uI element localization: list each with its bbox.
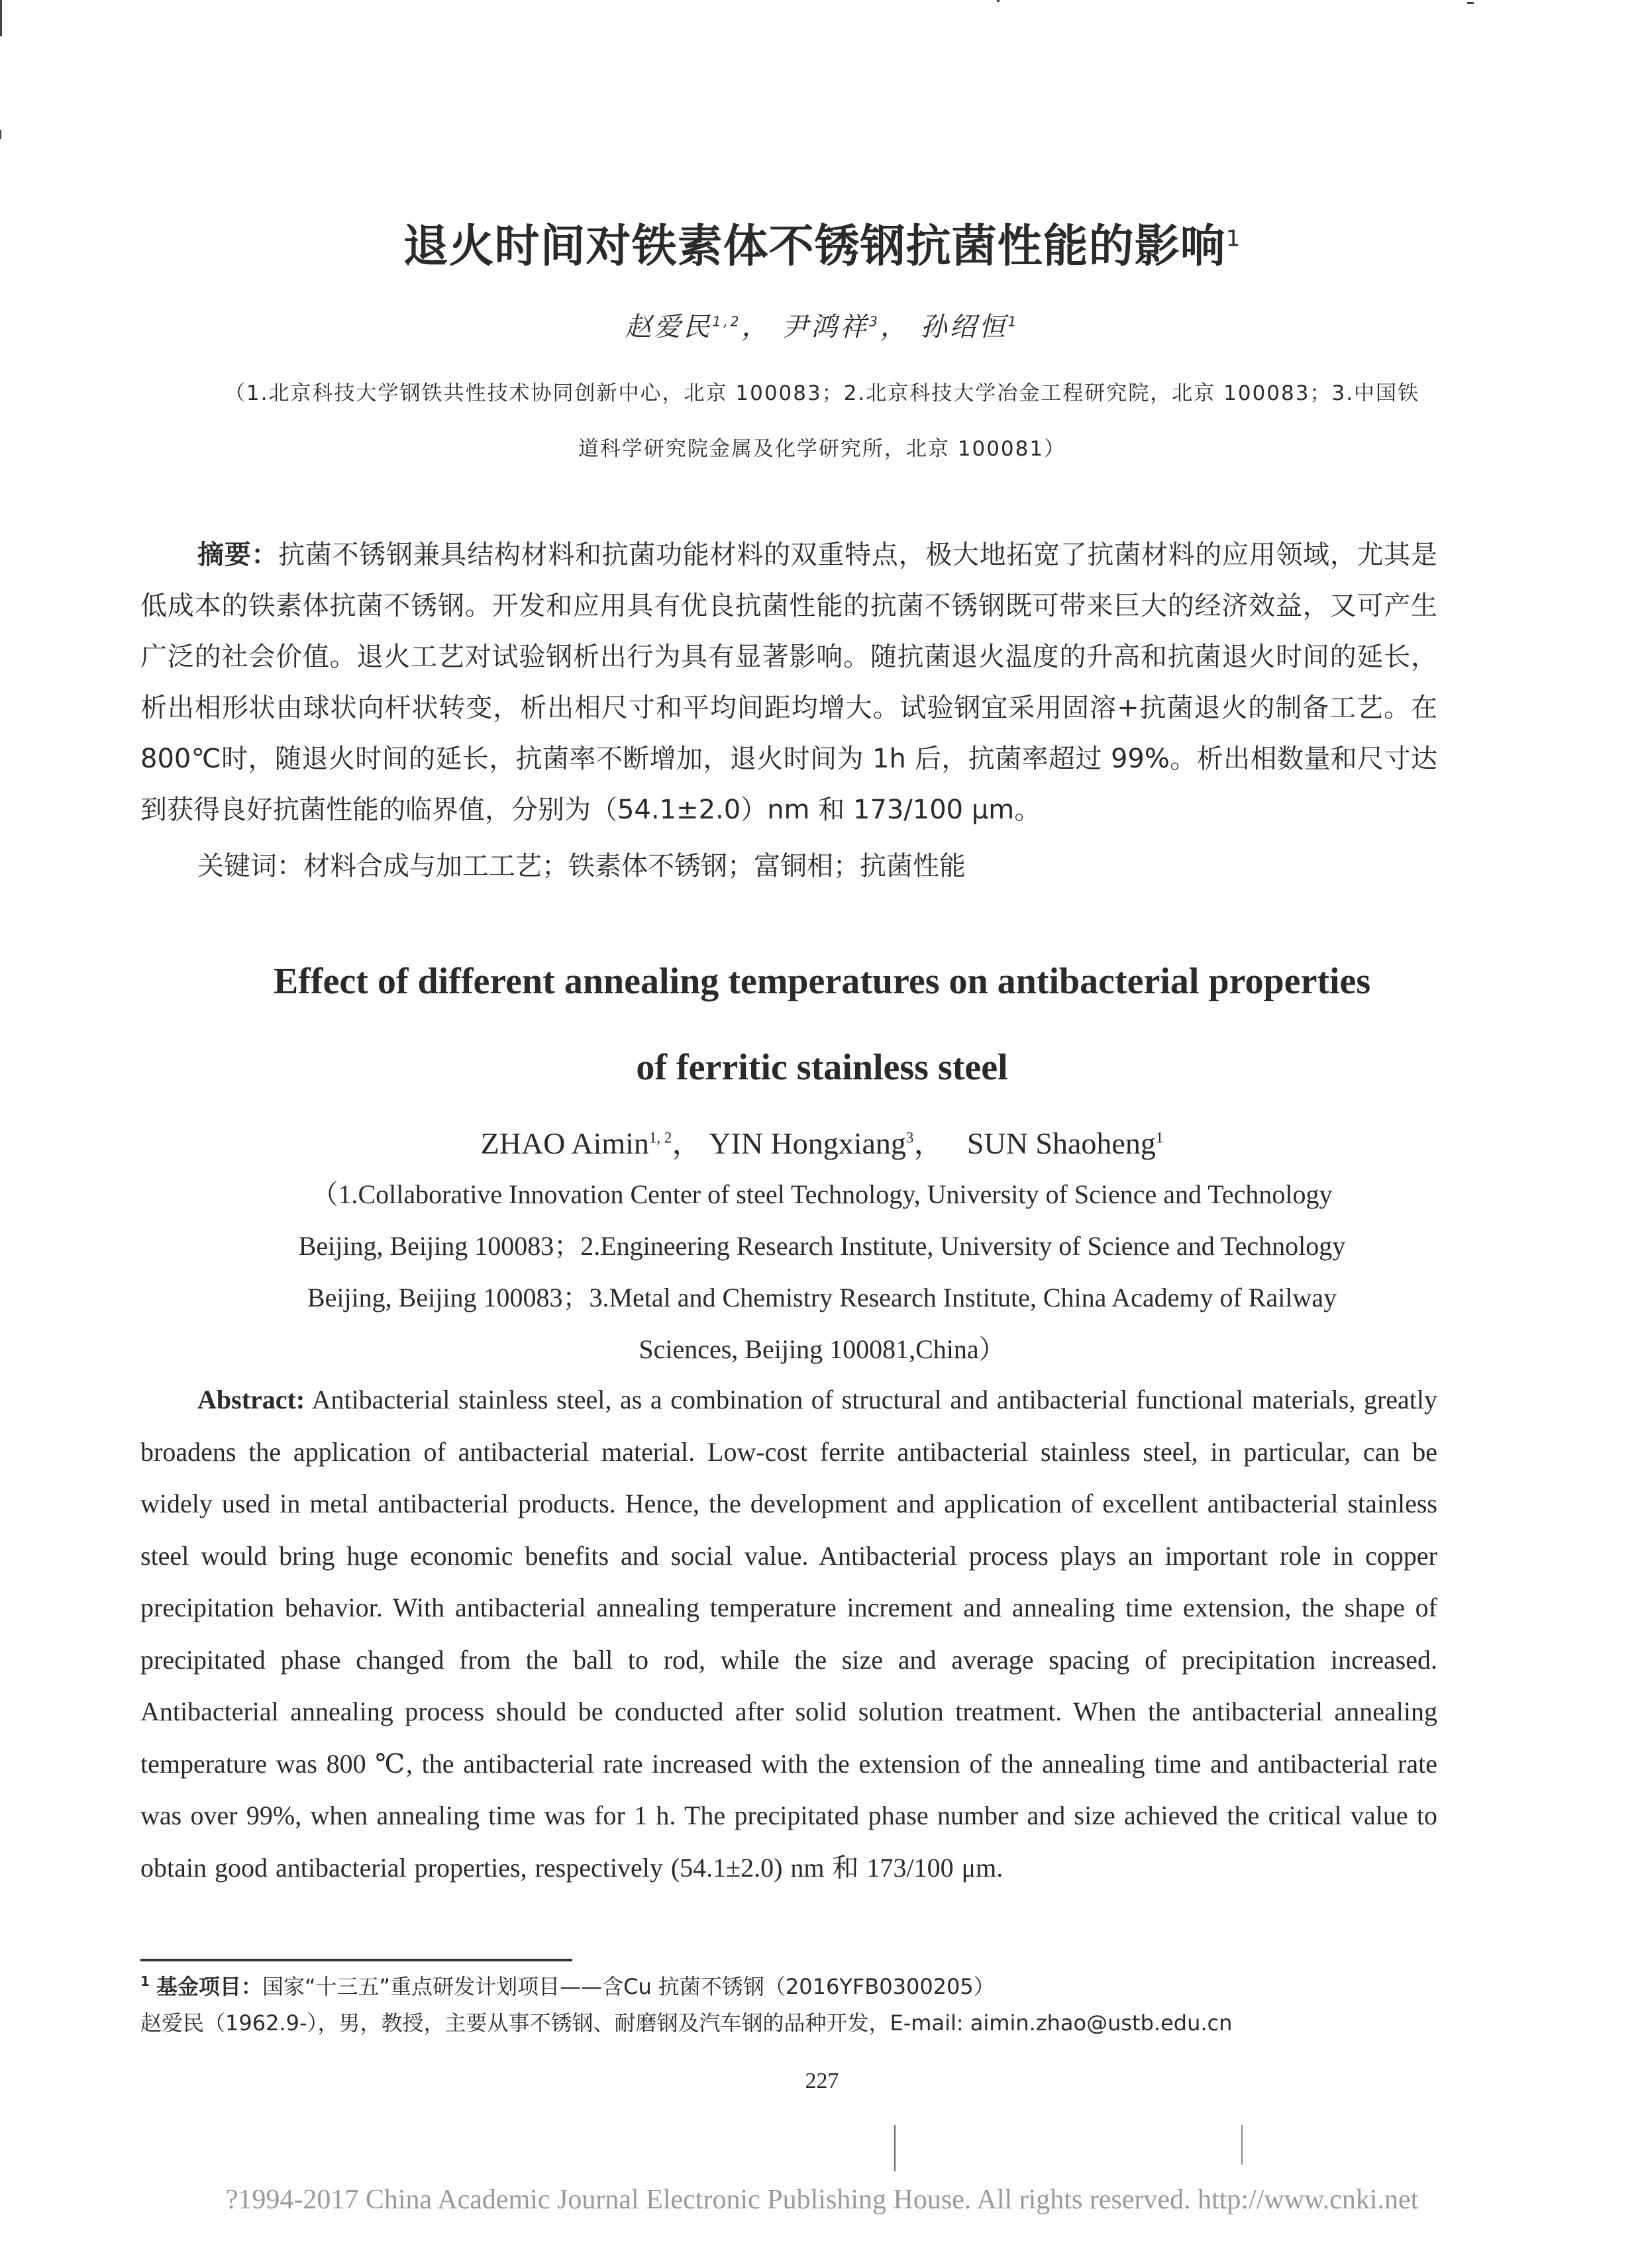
affiliation-en-line: （1.Collaborative Innovation Center of steel Technology, University of Science and Technology <box>311 1179 1333 1209</box>
abstract-en-text: Antibacterial stainless steel, as a combination of structural and antibacterial functional materials, greatly broadens the application of antibacterial material. Low-cost ferrite antibacterial stainless steel, in particular, can be widely used in metal antibacterial products. Hence, the development and application of excellent antibacterial stainless steel would bring huge economic benefits and social value. Antibacterial process plays an important role in copper precipitation behavior. With antibacterial annealing temperature increment and annealing time extension, the shape of precipitated phase changed from the ball to rod, while the size and average spacing of precipitation increased. Antibacterial annealing process should be conducted after solid solution treatment. When the antibacterial annealing temperature was 800 ℃, the antibacterial rate increased with the extension of the annealing time and antibacterial rate was over 99%, when annealing time was for 1 h. The precipitated phase number and size achieved the critical value to obtain good antibacterial properties, respectively (54.1±2.0) nm 和 173/100 μm. <box>140 1385 1437 1883</box>
author-separator: ， <box>880 312 909 342</box>
scan-edge-mark <box>0 130 1 139</box>
keywords-cn-text: 材料合成与加工工艺；铁素体不锈钢；富铜相；抗菌性能 <box>303 851 966 881</box>
scan-edge-mark <box>1241 2125 1243 2165</box>
abstract-en <box>140 1374 1437 1894</box>
scan-edge-mark <box>0 0 2 36</box>
funding-label: 基金项目： <box>156 1974 262 1999</box>
author-separator: ， <box>741 312 771 342</box>
footnote-author-bio: 赵爱民（1962.9-），男，教授，主要从事不锈钢、耐磨钢及汽车钢的品种开发，E-mail: aimin.zhao@ustb.edu.cn <box>140 2010 1233 2036</box>
abstract-cn-text: 抗菌不锈钢兼具结构材料和抗菌功能材料的双重特点，极大地拓宽了抗菌材料的应用领域，尤其是低成本的铁素体抗菌不锈钢。开发和应用具有优良抗菌性能的抗菌不锈钢既可带来巨大的经济效益，又可产生广泛的社会价值。退火工艺对试验钢析出行为具有显著影响。随抗菌退火温度的升高和抗菌退火时间的延长，析出相形状由球状向杆状转变，析出相尺寸和平均间距均增大。试验钢宜采用固溶+抗菌退火的制备工艺。在 800℃时，随退火时间的延长，抗菌率不断增加，退火时间为 1h 后，抗菌率超过 99%。析出相数量和尺寸达到获得良好抗菌性能的临界值，分别为（54.1±2.0）nm 和 173/100 μm。 <box>140 540 1438 825</box>
page-number: 227 <box>805 2069 839 2093</box>
paper-title-en-line: Effect of different annealing temperatures on antibacterial properties <box>273 961 1371 1002</box>
copyright-notice: ?1994-2017 China Academic Journal Electronic Publishing House. All rights reserved. http://www.cnki.net <box>225 2185 1419 2215</box>
footnote-divider <box>140 1959 572 1961</box>
title-cn-text: 退火时间对铁素体不锈钢抗菌性能的影响 <box>403 221 1226 273</box>
affiliation-en-line: Beijing, Beijing 100083；3.Metal and Chemistry Research Institute, China Academy of Railway <box>307 1283 1337 1312</box>
author-name: 尹鸿祥 <box>782 312 870 342</box>
scan-edge-mark <box>894 2125 896 2171</box>
paper-title-cn <box>0 211 1644 275</box>
affiliation-cn-line: （1.北京科技大学钢铁共性技术协同创新中心，北京 100083；2.北京科技大学冶金工程研究院，北京 100083；3.中国铁 <box>224 381 1420 405</box>
author-affil-mark: 3 <box>905 1129 914 1146</box>
authors-en <box>0 1119 1644 1163</box>
abstract-cn-label: 摘要： <box>197 540 279 570</box>
author-affil-mark: 1 <box>1007 313 1019 330</box>
scan-edge-mark <box>997 0 1000 2</box>
author-name: SUN Shaoheng <box>966 1126 1156 1160</box>
author-affil-mark: 3 <box>869 313 880 330</box>
author-affil-mark: 1,2 <box>712 313 742 330</box>
author-affil-mark: 1 <box>1155 1129 1164 1146</box>
paper-title-en-line: of ferritic stainless steel <box>636 1047 1008 1088</box>
scan-edge-mark <box>1467 2 1474 4</box>
abstract-cn <box>140 530 1437 836</box>
author-name: ZHAO Aimin <box>480 1126 649 1160</box>
affiliation-en-line: Beijing, Beijing 100083；2.Engineering Research Institute, University of Science and Technology <box>298 1231 1346 1261</box>
funding-text: 国家“十三五”重点研发计划项目——含Cu 抗菌不锈钢（2016YFB0300205） <box>262 1974 995 1999</box>
abstract-en-label: Abstract: <box>197 1385 305 1414</box>
author-separator: ， <box>913 1126 945 1160</box>
authors-cn <box>0 306 1644 344</box>
author-name: 赵爱民 <box>625 312 713 342</box>
keywords-cn-label: 关键词： <box>197 851 303 881</box>
author-affil-mark: 1, 2 <box>648 1129 672 1146</box>
footnote-funding <box>140 1970 995 2000</box>
author-separator: ， <box>672 1126 703 1160</box>
affiliation-cn-line: 道科学研究院金属及化学研究所，北京 100081） <box>578 437 1066 461</box>
footnote-mark: 1 <box>140 1973 150 1990</box>
keywords-cn <box>140 841 1437 892</box>
author-name: 孙绍恒 <box>920 312 1008 342</box>
affiliation-en-line: Sciences, Beijing 100081,China） <box>639 1334 1005 1364</box>
title-footnote-mark: 1 <box>1225 225 1241 252</box>
author-name: YIN Hongxiang <box>709 1126 906 1160</box>
